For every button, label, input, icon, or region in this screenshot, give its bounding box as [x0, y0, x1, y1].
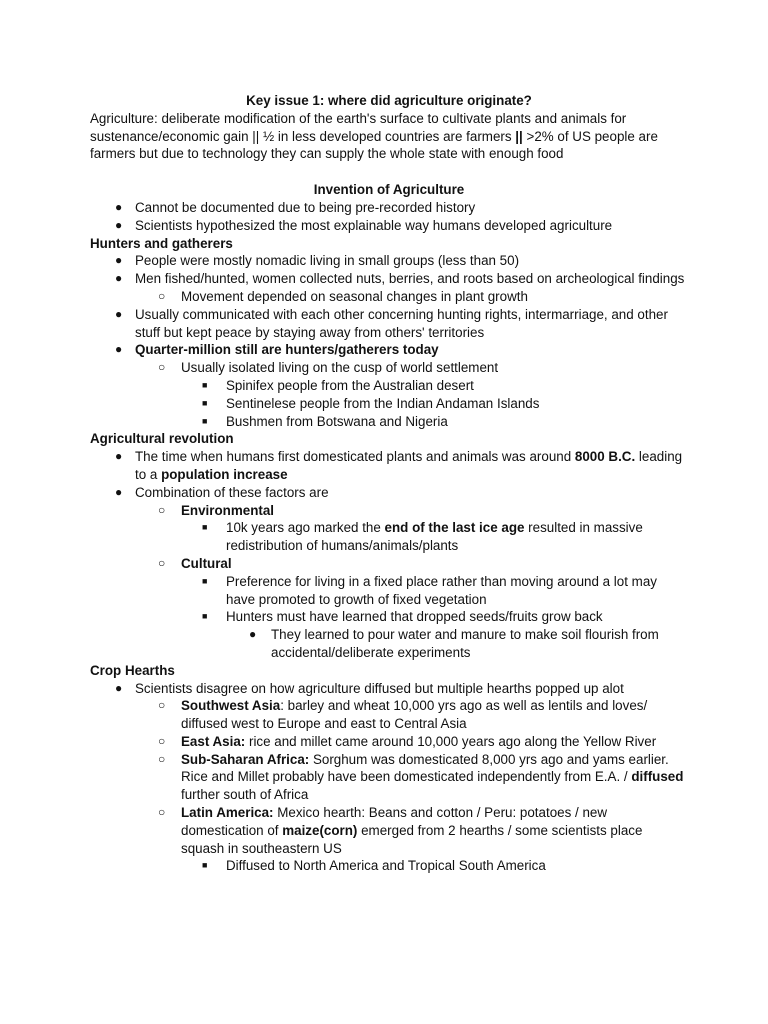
bullet-dot-icon: ●: [115, 253, 123, 268]
list-item: ● Scientists disagree on how agriculture diffused but multiple hearths popped up alot: [115, 680, 624, 696]
list-item: ■ Diffused to North America and Tropical South America: [202, 858, 546, 874]
bullet-circle-icon: ○: [158, 733, 166, 748]
intro-separator: ||: [515, 128, 523, 144]
section-heading-hearths: Crop Hearths: [90, 662, 175, 678]
bullet-dot-icon: ●: [115, 217, 123, 232]
bullet-square-icon: ■: [202, 575, 208, 586]
bullet-dot-icon: ●: [115, 199, 123, 214]
list-item: ● Cannot be documented due to being pre-recorded history: [115, 199, 476, 215]
list-item: ● Combination of these factors are: [115, 484, 329, 500]
list-item: ■ Preference for living in a fixed place rather than moving around a lot may have promoted to growth of fixed vegetation: [202, 573, 657, 607]
list-item: ○ Environmental: [158, 502, 275, 518]
bullet-dot-icon: ●: [115, 449, 123, 464]
bullet-square-icon: ■: [202, 860, 208, 871]
list-item: ● Quarter-million still are hunters/gatherers today: [115, 342, 439, 358]
bullet-dot-icon: ●: [115, 306, 123, 321]
bullet-circle-icon: ○: [158, 698, 166, 713]
bullet-dot-icon: ●: [115, 342, 123, 357]
bullet-circle-icon: ○: [158, 360, 166, 375]
section-heading-hunters: Hunters and gatherers: [90, 235, 233, 251]
intro-text-2: >2% of US people are farmers but due to technology they can supply the whole state with enough food: [90, 128, 658, 162]
bullet-square-icon: ■: [202, 379, 208, 390]
intro-text-1: Agriculture: deliberate modification of the earth's surface to cultivate plants and animals for sustenance/economic gain || ½ in less developed countries are farmers: [90, 110, 627, 144]
list-item: ○ East Asia: rice and millet came around 10,000 years ago along the Yellow River: [158, 733, 657, 749]
list-item: ■ Sentinelese people from the Indian Andaman Islands: [202, 395, 540, 411]
list-item: ■ Hunters must have learned that dropped seeds/fruits grow back: [202, 609, 603, 625]
list-item: ○ Cultural: [158, 555, 232, 571]
list-item: ■ 10k years ago marked the end of the last ice age resulted in massive redistribution of humans/animals/plants: [202, 520, 643, 554]
section-heading-invention: Invention of Agriculture: [313, 182, 465, 198]
list-item: ○ Usually isolated living on the cusp of world settlement: [158, 360, 499, 376]
bullet-circle-icon: ○: [158, 288, 166, 303]
list-item: ○ Movement depended on seasonal changes in plant growth: [158, 288, 528, 304]
bullet-dot-icon: ●: [115, 680, 123, 695]
bullet-circle-icon: ○: [158, 751, 166, 766]
list-item: ● Men fished/hunted, women collected nuts, berries, and roots based on archeological findings: [115, 271, 685, 287]
bullet-square-icon: ■: [202, 522, 208, 533]
list-item: ● Scientists hypothesized the most explainable way humans developed agriculture: [115, 217, 613, 233]
spacer: [90, 163, 688, 181]
list-item: ○ Latin America: Mexico hearth: Beans and cotton / Peru: potatoes / new domestication of maize(corn) emerged from 2 hearths / some scientists place squash in southeastern US: [158, 805, 643, 856]
list-item: ● People were mostly nomadic living in small groups (less than 50): [115, 253, 520, 269]
list-item: ● They learned to pour water and manure to make soil flourish from accidental/deliberate experiments: [249, 627, 659, 660]
list-item: ■ Bushmen from Botswana and Nigeria: [202, 413, 448, 429]
intro-paragraph: [90, 110, 688, 163]
list-item: ● The time when humans first domesticated plants and animals was around 8000 B.C. leading to a population increase: [115, 449, 683, 482]
bullet-square-icon: ■: [202, 611, 208, 622]
bullet-circle-icon: ○: [158, 805, 166, 820]
section-heading-revolution: Agricultural revolution: [90, 431, 234, 447]
bullet-square-icon: ■: [202, 415, 208, 426]
bullet-dot-icon: ●: [249, 627, 257, 642]
page-title: Key issue 1: where did agriculture originate?: [246, 93, 532, 108]
list-item: ■ Spinifex people from the Australian desert: [202, 377, 474, 393]
bullet-square-icon: ■: [202, 397, 208, 408]
list-item: ○ Southwest Asia: barley and wheat 10,000 yrs ago as well as lentils and loves/ diffused west to Europe and east to Central Asia: [158, 698, 648, 732]
bullet-circle-icon: ○: [158, 555, 166, 570]
bullet-dot-icon: ●: [115, 484, 123, 499]
bullet-dot-icon: ●: [115, 271, 123, 286]
bullet-circle-icon: ○: [158, 502, 166, 517]
list-item: ○ Sub-Saharan Africa: Sorghum was domesticated 8,000 yrs ago and yams earlier. Rice and Millet probably have been domesticated independently from E.A. / diffused further south of Africa: [158, 751, 684, 803]
list-item: ● Usually communicated with each other concerning hunting rights, intermarriage, and other stuff but kept peace by staying away from others' territories: [115, 306, 668, 340]
